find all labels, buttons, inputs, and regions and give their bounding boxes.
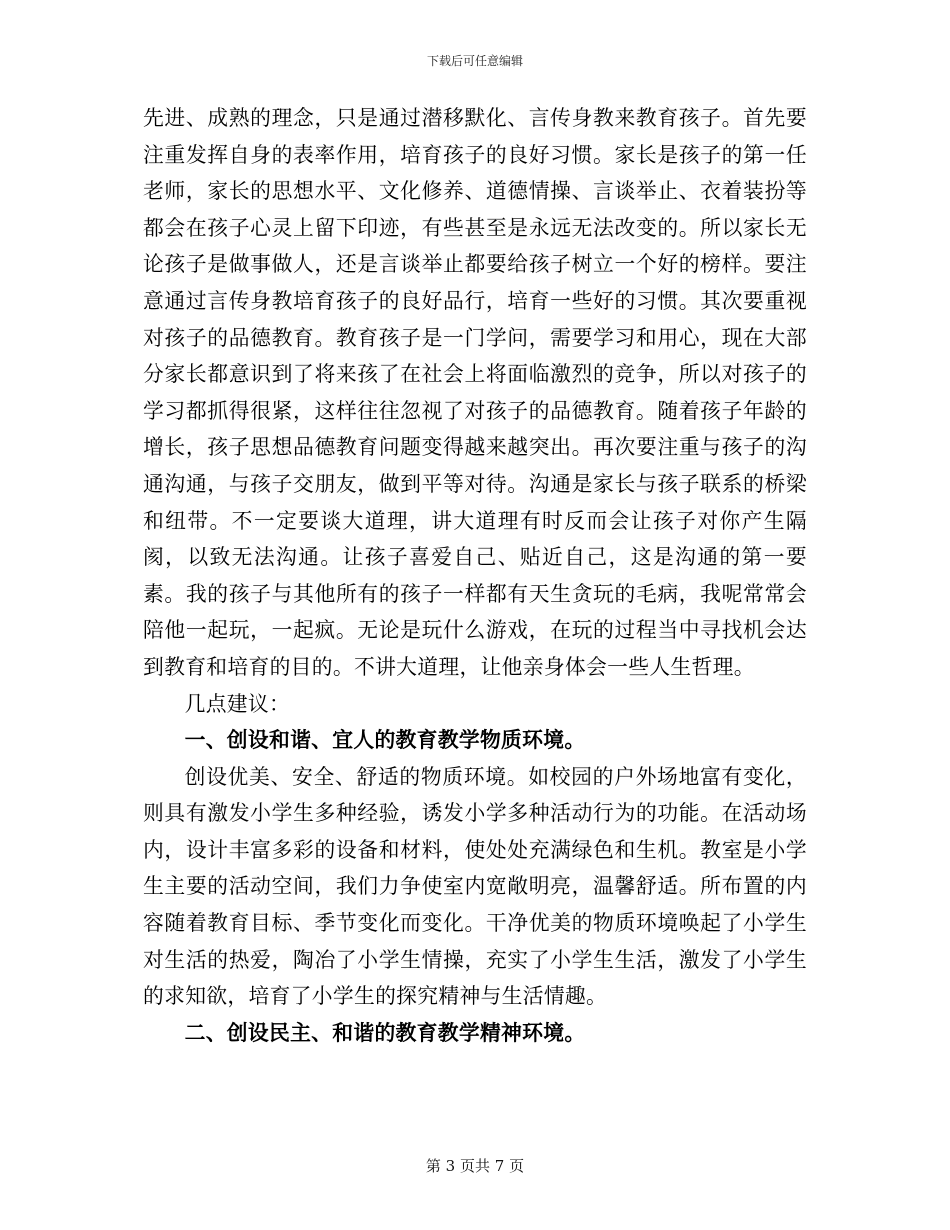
section-heading-1: 一、创设和谐、宜人的教育教学物质环境。 xyxy=(184,727,586,753)
body-paragraph-1: 先进、成熟的理念，只是通过潜移默化、言传身教来教育孩子。首先要注重发挥自身的表率作用，培育孩子的良好习惯。家长是孩子的第一任老师，家长的思想水平、文化修养、道德情操、言谈举止、衣着装扮等都会在孩子心灵上留下印迹，有些甚至是永远无法改变的。所以家长无论孩子是做事做人，还是言谈举止都要给孩子树立一个好的榜样。要注意通过言传身教培育孩子的良好品行，培育一些好的习惯。其次要重视对孩子的品德教育。教育孩子是一门学问，需要学习和用心，现在大部分家长都意识到了将来孩了在社会上将面临激烈的竞争，所以对孩子的学习都抓得很紧，这样往往忽视了对孩子的品德教育。随着孩子年龄的增长，孩子思想品德教育问题变得越来越突出。再次要注重与孩子的沟通沟通，与孩子交朋友，做到平等对待。沟通是家长与孩子联系的桥梁和纽带。不一定要谈大道理，讲大道理有时反而会让孩子对你产生隔阂，以致无法沟通。让孩子喜爱自己、贴近自己，这是沟通的第一要素。我的孩子与其他所有的孩子一样都有天生贪玩的毛病，我呢常常会陪他一起玩，一起疯。无论是玩什么游戏，在玩的过程当中寻找机会达到教育和培育的目的。不讲大道理，让他亲身体会一些人生哲理。 xyxy=(143,106,807,679)
section-heading-2: 二、创设民主、和谐的教育教学精神环境。 xyxy=(184,1019,586,1045)
body-paragraph-2: 创设优美、安全、舒适的物质环境。如校园的户外场地富有变化，则具有激发小学生多种经验，诱发小学多种活动行为的功能。在活动场内，设计丰富多彩的设备和材料，使处处充满绿色和生机。教室是小学生主要的活动空间，我们力争使室内宽敞明亮，温馨舒适。所布置的内容随着教育目标、季节变化而变化。干净优美的物质环境唤起了小学生对生活的热爱，陶冶了小学生情操，充实了小学生生活，激发了小学生的求知欲，培育了小学生的探究精神与生活情趣。 xyxy=(143,764,807,1009)
page-footer: 第 3 页共 7 页 xyxy=(425,1157,525,1175)
document-body xyxy=(143,100,807,1051)
suggestions-intro: 几点建议： xyxy=(184,691,291,716)
page-header: 下载后可任意编辑 xyxy=(426,54,523,68)
